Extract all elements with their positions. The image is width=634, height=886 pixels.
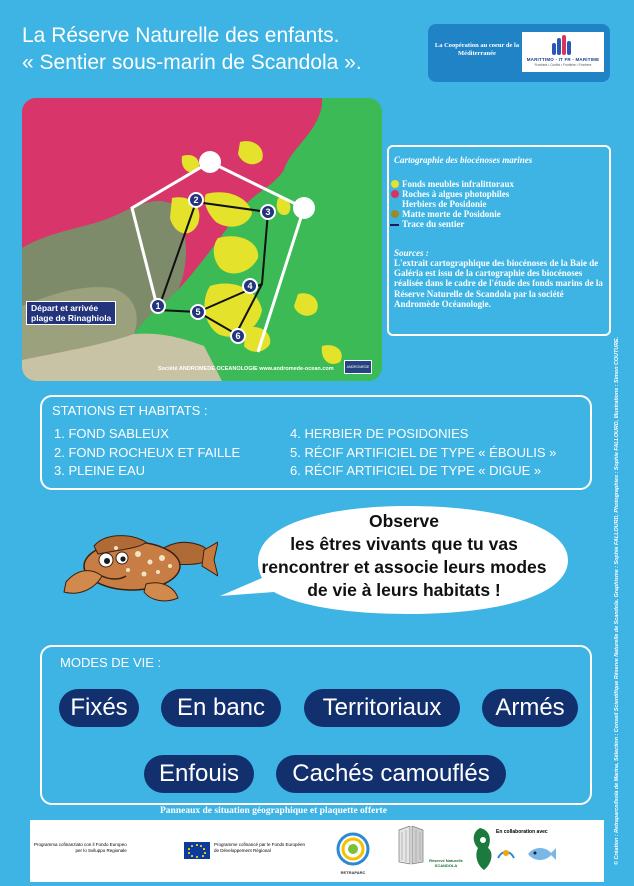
legend-item-rock	[389, 189, 514, 199]
legend-trail-line	[390, 224, 399, 226]
collaborator-logo-1-icon	[496, 846, 516, 862]
legend-heading: Cartographie des biocénoses marines	[394, 155, 533, 165]
stations-column-1	[54, 425, 240, 481]
programme-fr-text	[214, 842, 305, 853]
sources-heading: Sources :	[394, 248, 429, 258]
legend-item-label: Roches à algues photophiles	[402, 189, 510, 199]
station-marker-3: 3	[260, 204, 276, 220]
vertical-credits: © Création : Retraparco/Isola de Marina, Sélection : Conseil Scientifique Réserve Naturelle de Scandola. Graphisme : Sophie FALLOURD, Photographies : Sophie FALLOURD, Illustrations : Simon COUTURE.	[614, 336, 620, 865]
scandola-logo-icon	[396, 826, 426, 866]
legend-item-dead-matte	[389, 209, 514, 219]
mode-pill-en-banc[interactable]: En banc	[161, 689, 281, 727]
marittimo-logo-subtext: Frontiera • Confini • Frontière • Frontiere	[534, 63, 592, 67]
legend-item-label: Matte morte de Posidonie	[402, 209, 501, 219]
station-item: 6. RÉCIF ARTIFICIEL DE TYPE « DIGUE »	[290, 463, 542, 478]
programme-it-line-1: Programma cofinanziato con il Fondo Europeo	[34, 842, 127, 847]
station-item: 2. FOND ROCHEUX ET FAILLE	[54, 444, 241, 460]
station-item: 5. RÉCIF ARTIFICIEL DE TYPE « ÉBOULIS »	[290, 444, 557, 460]
cooperation-logo-box	[428, 24, 610, 82]
mode-pill-territoriaux[interactable]: Territoriaux	[304, 689, 460, 727]
footer-title: Panneaux de situation géographique et plaquette offerte	[160, 806, 387, 816]
scandola-line-2: SCANDOLA	[434, 863, 458, 868]
scandola-line-1: Réserve Naturelle	[429, 858, 463, 863]
bubble-line-2: les êtres vivants que tu vas	[290, 534, 518, 554]
start-label-line-2: plage de Rinaghiola	[31, 313, 112, 323]
legend-dot-olive	[391, 210, 399, 218]
marittimo-logo	[522, 32, 604, 72]
legend-dot-yellow	[391, 180, 399, 188]
marittimo-logo-text: MARITTIMO - IT FR - MARITIME	[526, 57, 600, 62]
start-label-line-1: Départ et arrivée	[31, 303, 99, 313]
stations-column-2	[290, 425, 556, 481]
cooperation-text: La Coopération au coeur de la Méditerranée	[434, 42, 520, 57]
title-line-2: « Sentier sous-marin de Scandola ».	[22, 51, 362, 74]
collaboration-label: En collaboration avec	[496, 829, 548, 835]
title-line-1: La Réserve Naturelle des enfants.	[22, 24, 340, 47]
modes-heading: MODES DE VIE :	[60, 655, 162, 670]
stations-box	[40, 395, 592, 490]
eu-flag-icon	[184, 842, 210, 859]
programme-it-line-2: per lo Sviluppo Regionale	[75, 847, 127, 853]
collaborator-logo-2-icon	[526, 844, 556, 864]
legend-items	[389, 179, 514, 229]
page-title	[22, 22, 362, 76]
bubble-line-4: de vie à leurs habitats !	[307, 580, 501, 600]
programme-it-text	[34, 842, 127, 853]
mode-pill-caches-camoufles[interactable]: Cachés camouflés	[276, 755, 506, 793]
mode-pill-enfouis[interactable]: Enfouis	[144, 755, 254, 793]
mode-pill-armes[interactable]: Armés	[482, 689, 578, 727]
programme-fr-line-1: Programme cofinancé par le Fonds Européen	[214, 842, 306, 847]
station-marker-6: 6	[230, 328, 246, 344]
station-marker-5: 5	[190, 304, 206, 320]
scorpionfish-illustration	[58, 520, 218, 608]
programme-fr-line-2: de Développement Régional	[214, 847, 271, 853]
map-graphic	[22, 98, 382, 381]
bubble-text	[236, 510, 572, 602]
station-item: 1. FOND SABLEUX	[54, 426, 169, 441]
stations-heading: STATIONS ET HABITATS :	[52, 403, 208, 418]
legend-item-posidonia	[389, 199, 514, 209]
legend-item-sand	[389, 179, 514, 189]
sources-text: L'extrait cartographique des biocénoses de la Baie de Galéria est issu de la cartographie des biocénoses réalisée dans le cadre de l'étude des fonds marins de la Réserve Naturelle de Scandola par la société Andromède Océanologie.	[394, 258, 603, 309]
start-label	[26, 301, 116, 325]
map-credit: Société ANDROMEDE OCEANOLOGIE www.andromede-ocean.com	[158, 366, 334, 372]
station-marker-2: 2	[188, 192, 204, 208]
andromede-badge: ANDROMEDE	[344, 360, 372, 374]
legend-item-trail	[389, 219, 514, 229]
station-item: 3. PLEINE EAU	[54, 463, 146, 478]
station-marker-4: 4	[242, 278, 258, 294]
biocenosis-map	[22, 98, 382, 381]
retraparc-label: RETRAPARC	[340, 870, 366, 875]
retraparc-logo-icon	[336, 832, 370, 866]
scandola-label	[428, 858, 464, 868]
station-item: 4. HERBIER DE POSIDONIES	[290, 426, 469, 441]
map-legend	[387, 145, 611, 336]
partner-logos-bar	[30, 820, 604, 882]
legend-dot-red	[391, 190, 399, 198]
bubble-line-3: rencontrer et associe leurs modes	[261, 557, 547, 577]
mode-pill-fixes[interactable]: Fixés	[59, 689, 139, 727]
modes-box	[40, 645, 592, 805]
legend-item-label: Herbiers de Posidonie	[402, 199, 487, 209]
station-marker-1: 1	[150, 298, 166, 314]
bubble-line-1: Observe	[368, 511, 440, 531]
legend-item-label: Trace du sentier	[402, 219, 465, 229]
marittimo-mark-icon	[552, 35, 574, 55]
legend-item-label: Fonds meubles infralittoraux	[402, 179, 515, 189]
